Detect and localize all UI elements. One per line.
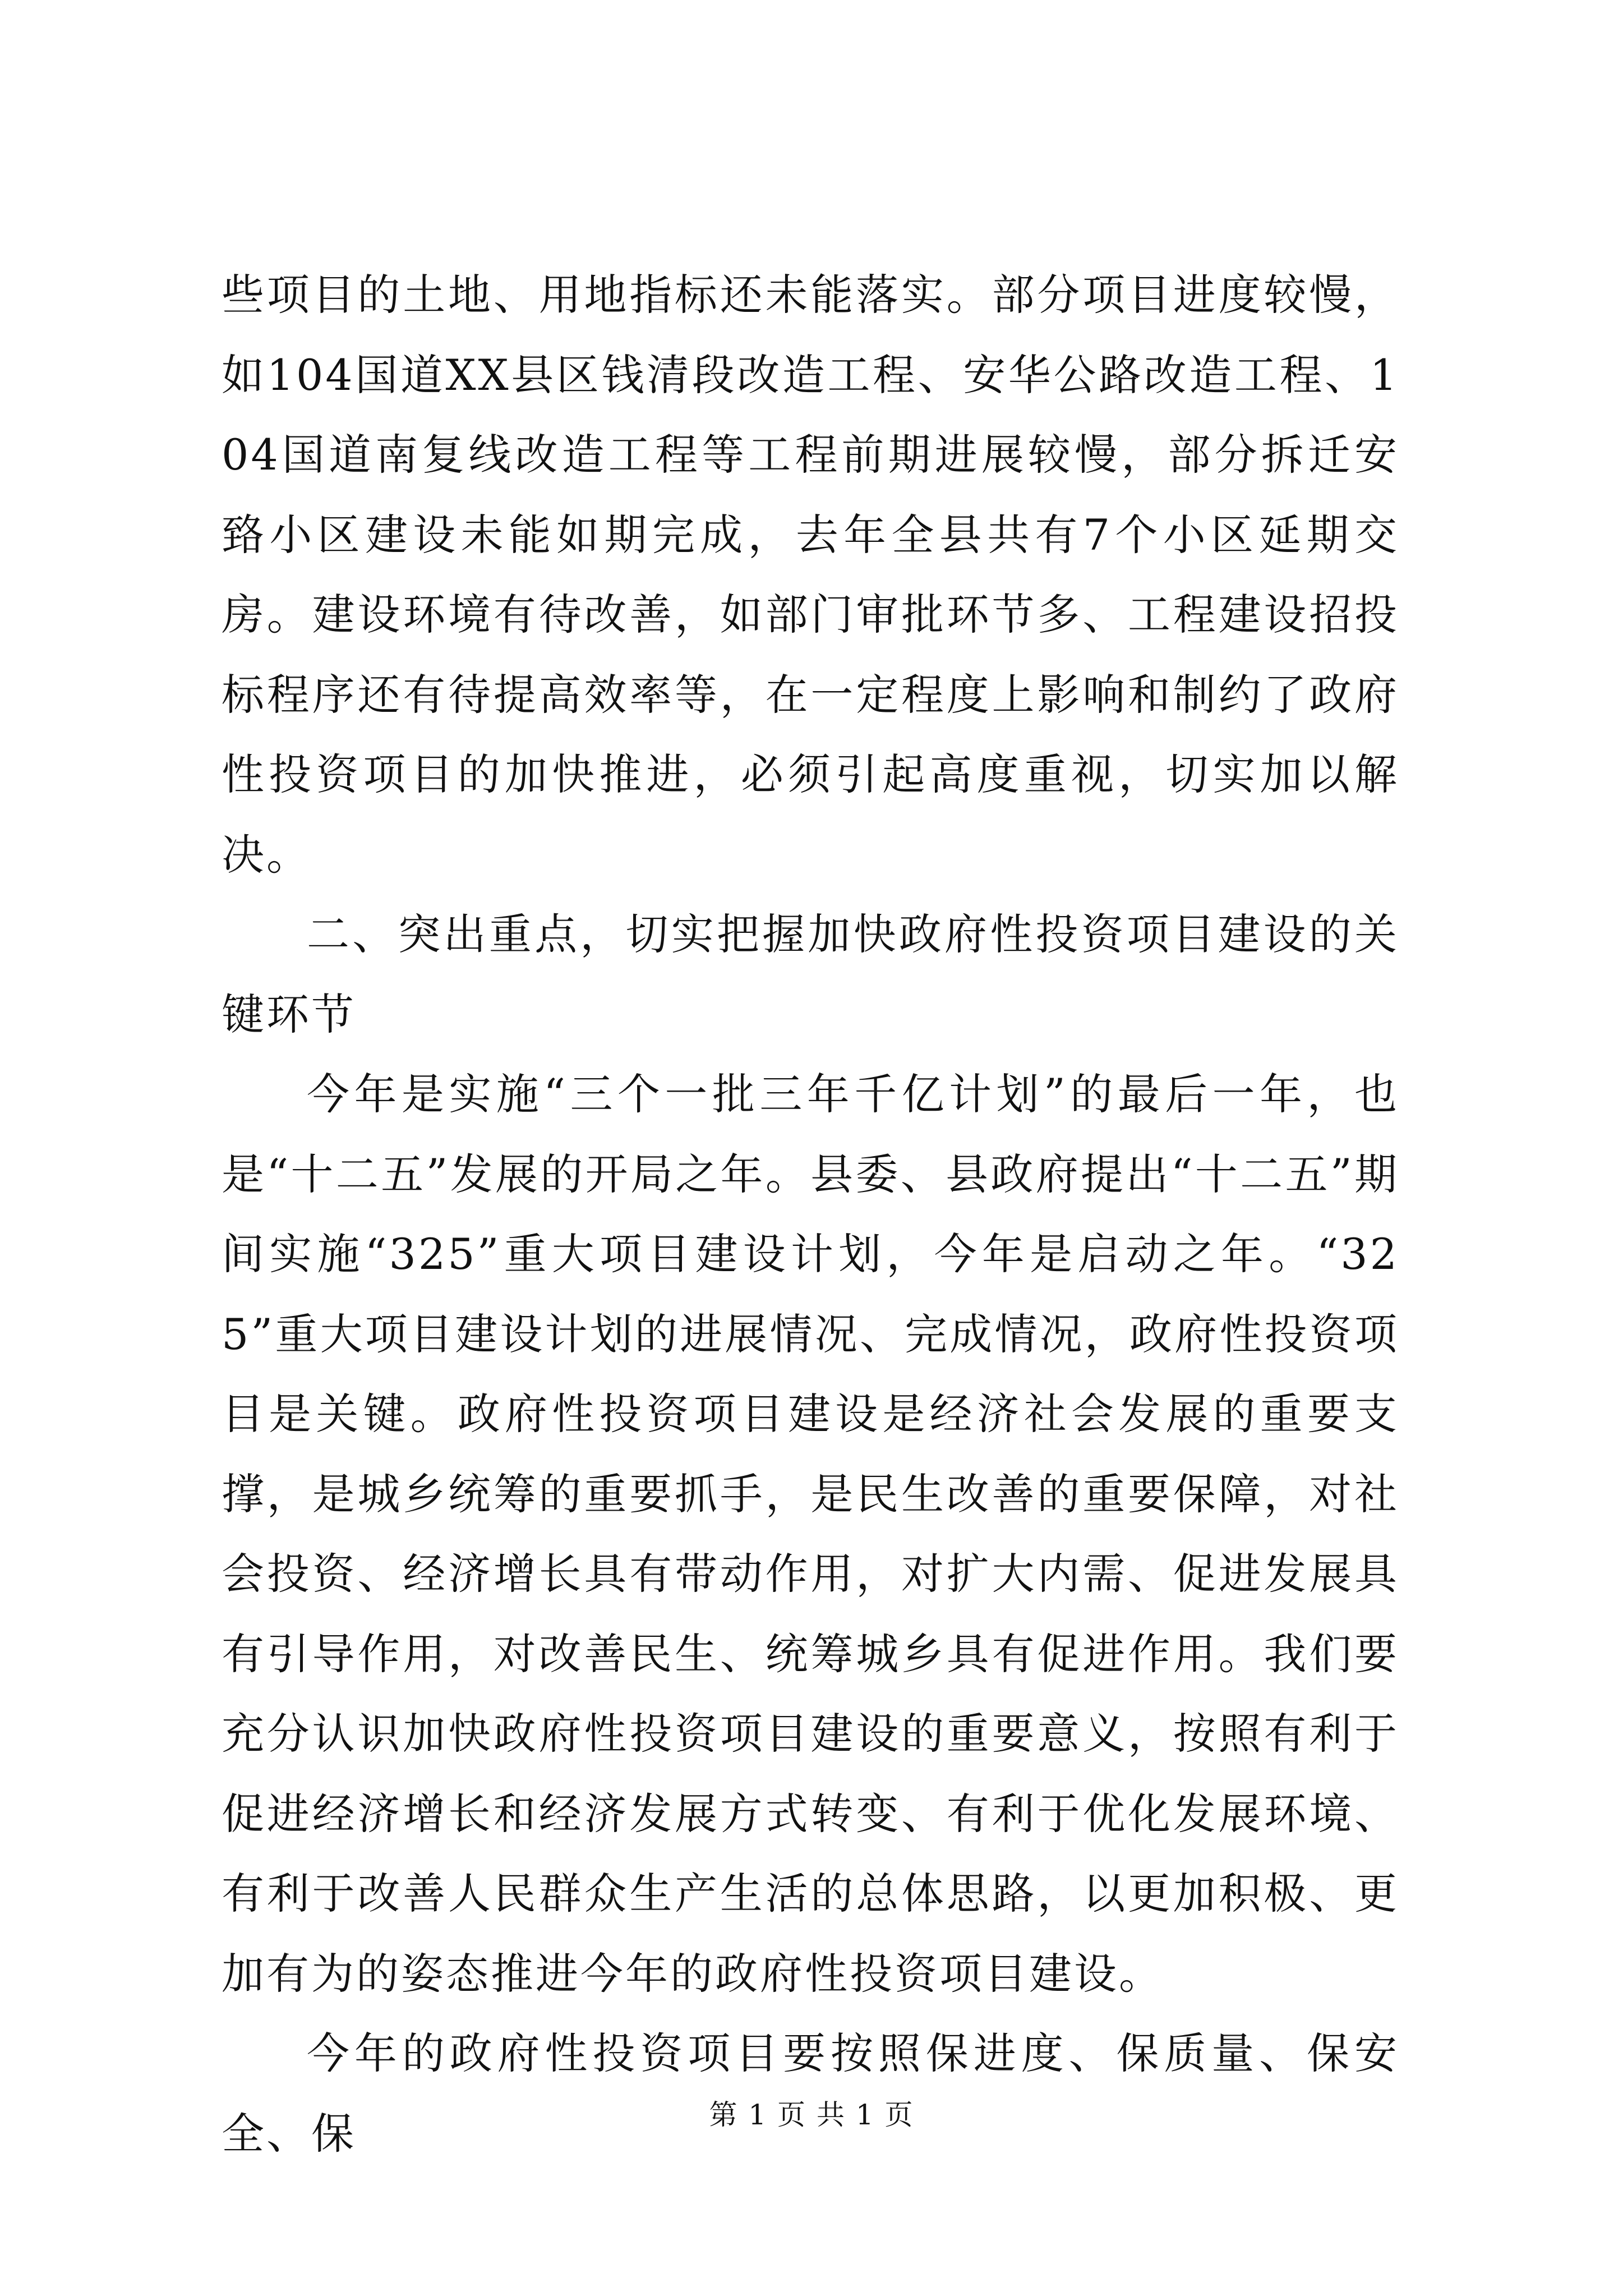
page-number-footer: 第 1 页 共 1 页 bbox=[709, 2099, 914, 2131]
paragraph-4: 今年的政府性投资项目要按照保进度、保质量、保安全、保 bbox=[222, 2028, 1399, 2159]
document-body bbox=[222, 255, 1399, 2174]
section-heading-2: 二、突出重点，切实把握加快政府性投资项目建设的关键环节 bbox=[222, 909, 1399, 1039]
paragraph-3: 今年是实施“三个一批三年千亿计划”的最后一年，也是“十二五”发展的开局之年。县委、县政府提出“十二五”期间实施“325”重大项目建设计划，今年是启动之年。“325”重大项目建设计划的进展情况、完成情况，政府性投资项目是关键。政府性投资项目建设是经济社会发展的重要支撑，是城乡统筹的重要抓手，是民生改善的重要保障，对社会投资、经济增长具有带动作用，对扩大内需、促进发展具有引导作用，对改善民生、统筹城乡具有促进作用。我们要充分认识加快政府性投资项目建设的重要意义，按照有利于促进经济增长和经济发展方式转变、有利于优化发展环境、有利于改善人民群众生产生活的总体思路，以更加积极、更加有为的姿态推进今年的政府性投资项目建设。 bbox=[222, 1069, 1399, 1999]
paragraph-1: 些项目的土地、用地指标还未能落实。部分项目进度较慢，如104国道XX县区钱清段改造工程、安华公路改造工程、104国道南复线改造工程等工程前期进展较慢，部分拆迁安臵小区建设未能如期完成，去年全县共有7个小区延期交房。建设环境有待改善，如部门审批环节多、工程建设招投标程序还有待提高效率等，在一定程度上影响和制约了政府性投资项目的加快推进，必须引起高度重视，切实加以解决。 bbox=[222, 270, 1399, 880]
